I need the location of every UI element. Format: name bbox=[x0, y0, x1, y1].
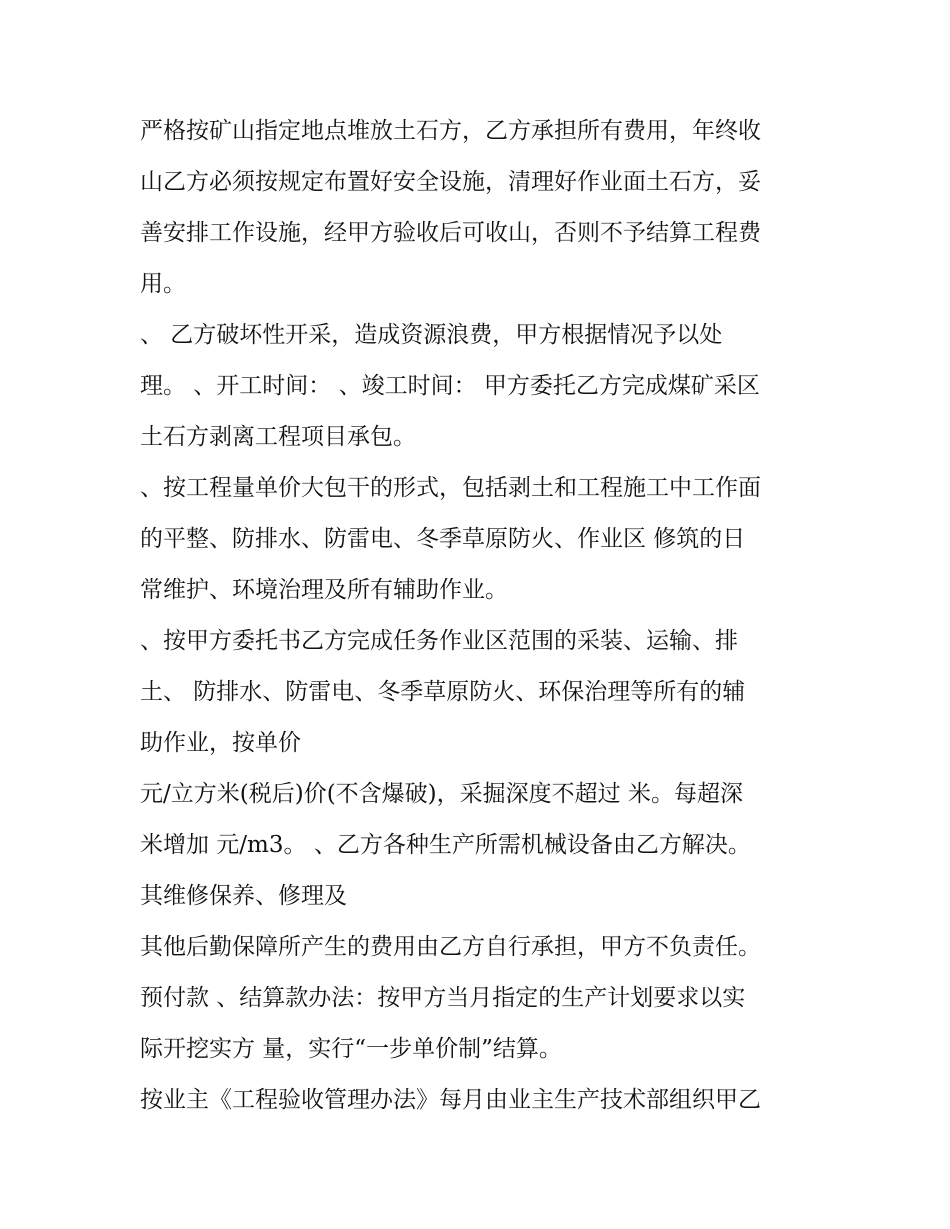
text-line: 按业主《工程验收管理办法》每月由业主生产技术部组织甲乙 bbox=[140, 1087, 761, 1113]
text-line: 常维护、环境治理及所有辅助作业。 bbox=[140, 577, 508, 603]
text-line: 其他后勤保障所产生的费用由乙方自行承担，甲方不负责任。 bbox=[140, 934, 761, 960]
text-line: 预付款 、结算款办法：按甲方当月指定的生产计划要求以实 bbox=[140, 985, 746, 1011]
text-line: 善安排工作设施，经甲方验收后可收山，否则不予结算工程费 bbox=[140, 220, 761, 246]
text-line: 米增加 元/m3。 、乙方各种生产所需机械设备由乙方解决。 bbox=[140, 832, 751, 858]
text-line: 山乙方必须按规定布置好安全设施，清理好作业面土石方，妥 bbox=[140, 169, 761, 195]
text-line: 的平整、防排水、防雷电、冬季草原防火、作业区 修筑的日 bbox=[140, 526, 746, 552]
text-line: 严格按矿山指定地点堆放土石方，乙方承担所有费用，年终收 bbox=[140, 118, 761, 144]
text-line: 、 乙方破坏性开采，造成资源浪费，甲方根据情况予以处 bbox=[140, 322, 723, 348]
text-line: 助作业，按单价 bbox=[140, 730, 301, 756]
text-line: 其维修保养、修理及 bbox=[140, 883, 347, 909]
text-line: 、按工程量单价大包干的形式，包括剥土和工程施工中工作面 bbox=[140, 475, 761, 501]
text-line: 土、 防排水、防雷电、冬季草原防火、环保治理等所有的辅 bbox=[140, 679, 746, 705]
document-body bbox=[140, 106, 820, 1126]
text-line: 元/立方米(税后)价(不含爆破)，采掘深度不超过 米。每超深 bbox=[140, 781, 743, 807]
text-line: 理。 、开工时间： 、竣工时间： 甲方委托乙方完成煤矿采区 bbox=[140, 373, 760, 399]
text-line: 际开挖实方 量，实行“一步单价制”结算。 bbox=[140, 1036, 562, 1062]
text-line: 、按甲方委托书乙方完成任务作业区范围的采装、运输、排 bbox=[140, 628, 738, 654]
text-line: 用。 bbox=[140, 271, 186, 297]
text-line: 土石方剥离工程项目承包。 bbox=[140, 424, 416, 450]
